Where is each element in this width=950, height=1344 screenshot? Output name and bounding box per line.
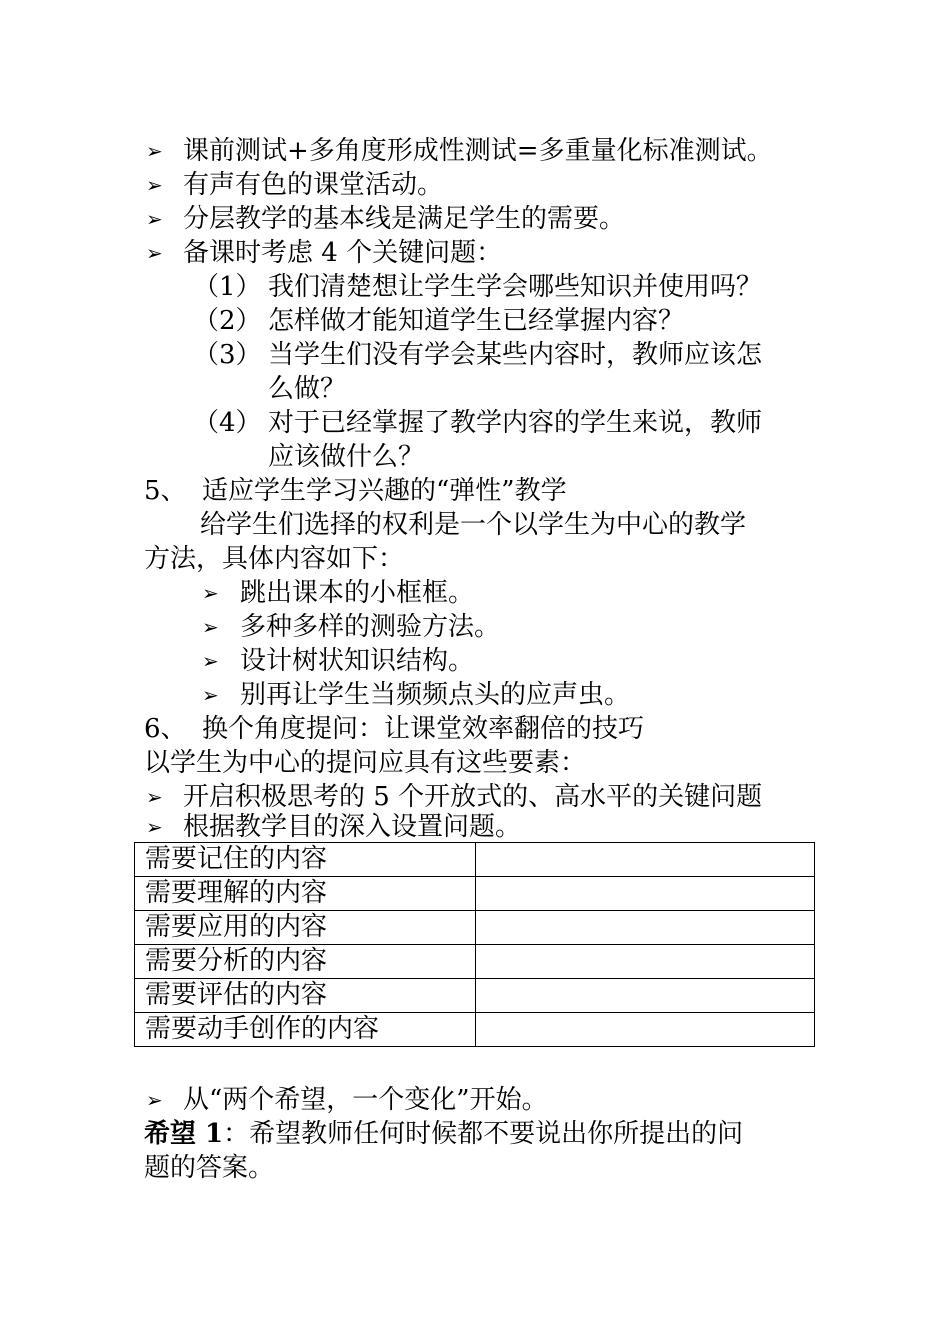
hope-text: ：希望教师任何时候都不要说出你所提出的问 — [223, 1119, 744, 1149]
table-cell-label: 需要应用的内容 — [135, 911, 476, 945]
bullet-text: 根据教学目的深入设置问题。 — [183, 812, 522, 842]
bullet-text: 备课时考虑 4 个关键问题： — [183, 238, 503, 268]
hope-paragraph — [144, 1117, 743, 1151]
bullet-arrow-icon: ➢ — [146, 1088, 163, 1112]
bullet-arrow-icon: ➢ — [202, 615, 219, 639]
question-text-continued: 应该做什么？ — [268, 442, 425, 472]
bullet-arrow-icon: ➢ — [146, 207, 163, 231]
question-text: 我们清楚想让学生学会哪些知识并使用吗？ — [268, 272, 763, 302]
question-text: 怎样做才能知道学生已经掌握内容？ — [268, 306, 685, 336]
paragraph-text: 方法，具体内容如下： — [144, 544, 405, 574]
question-number: （1） — [193, 272, 262, 302]
bullet-arrow-icon: ➢ — [146, 815, 163, 839]
paragraph-text: 给学生们选择的权利是一个以学生为中心的教学 — [200, 510, 747, 540]
section-title: 换个角度提问：让课堂效率翻倍的技巧 — [202, 714, 645, 744]
table-row — [135, 877, 815, 911]
paragraph-text: 以学生为中心的提问应具有这些要素： — [144, 748, 587, 778]
question-text: 对于已经掌握了教学内容的学生来说，教师 — [268, 408, 763, 438]
table-cell-label: 需要分析的内容 — [135, 945, 476, 979]
table-row — [135, 911, 815, 945]
table-cell-label: 需要记住的内容 — [135, 843, 476, 877]
section-number: 5、 — [144, 476, 187, 506]
table-cell-empty — [476, 843, 815, 877]
table-cell-empty — [476, 911, 815, 945]
table-cell-label: 需要动手创作的内容 — [135, 1013, 476, 1047]
bullet-text: 有声有色的课堂活动。 — [183, 170, 444, 200]
list-item: 多种多样的测验方法。 — [240, 612, 501, 642]
bullet-text: 开启积极思考的 5 个开放式的、高水平的关键问题 — [183, 782, 763, 812]
table-row — [135, 1013, 815, 1047]
bullet-text: 分层教学的基本线是满足学生的需要。 — [183, 204, 626, 234]
hope-label: 希望 1 — [144, 1119, 224, 1149]
table-cell-empty — [476, 979, 815, 1013]
list-item: 跳出课本的小框框。 — [240, 578, 475, 608]
table-row — [135, 945, 815, 979]
table-cell-label: 需要评估的内容 — [135, 979, 476, 1013]
section-title: 适应学生学习兴趣的“弹性”教学 — [202, 476, 567, 506]
bullet-arrow-icon: ➢ — [202, 683, 219, 707]
bullet-text: 从“两个希望，一个变化”开始。 — [183, 1085, 548, 1115]
table-row — [135, 979, 815, 1013]
table-row — [135, 843, 815, 877]
bullet-arrow-icon: ➢ — [146, 785, 163, 809]
content-requirements-table — [134, 842, 815, 1047]
bullet-arrow-icon: ➢ — [146, 173, 163, 197]
table-cell-empty — [476, 1013, 815, 1047]
question-number: （3） — [193, 340, 262, 370]
table-cell-empty — [476, 945, 815, 979]
bullet-arrow-icon: ➢ — [146, 139, 163, 163]
table-cell-label: 需要理解的内容 — [135, 877, 476, 911]
list-item: 别再让学生当频频点头的应声虫。 — [240, 680, 631, 710]
section-number: 6、 — [144, 714, 187, 744]
question-number: （2） — [193, 306, 262, 336]
bullet-arrow-icon: ➢ — [202, 581, 219, 605]
hope-text-continued: 题的答案。 — [144, 1153, 275, 1183]
bullet-text: 课前测试+多角度形成性测试=多重量化标准测试。 — [183, 136, 773, 166]
question-number: （4） — [193, 408, 262, 438]
table-cell-empty — [476, 877, 815, 911]
question-text: 当学生们没有学会某些内容时，教师应该怎 — [268, 340, 763, 370]
bullet-arrow-icon: ➢ — [146, 241, 163, 265]
list-item: 设计树状知识结构。 — [240, 646, 475, 676]
question-text-continued: 么做？ — [268, 374, 347, 404]
bullet-arrow-icon: ➢ — [202, 649, 219, 673]
